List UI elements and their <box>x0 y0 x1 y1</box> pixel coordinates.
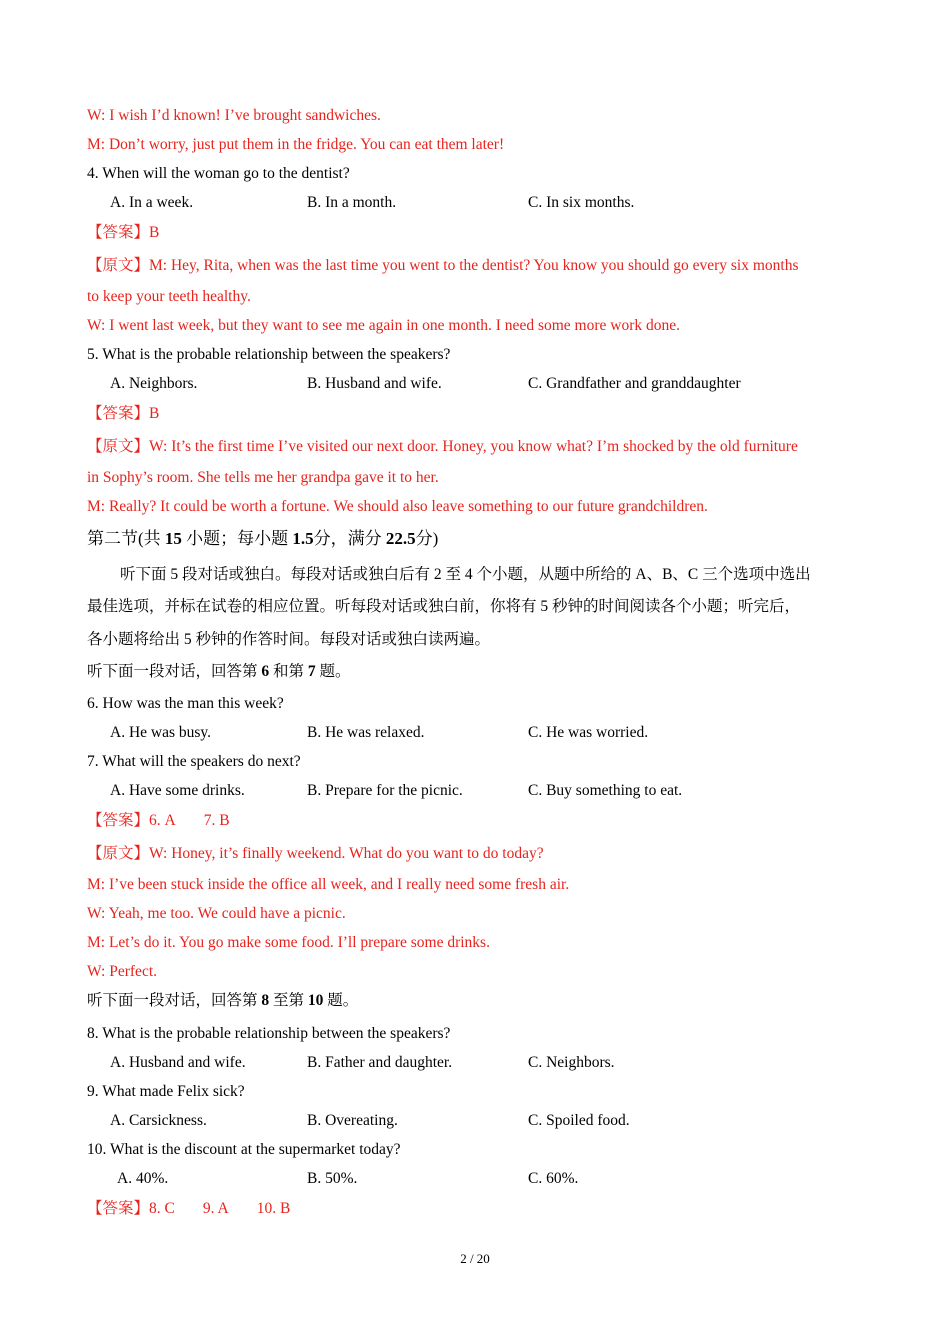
transcript-line: 【原文】W: It’s the first time I’ve visited our next door. Honey, you know what? I’m shocked by the old furniture <box>87 438 798 455</box>
dialogue-line: M: Don’t worry, just put them in the fridge. You can eat them later! <box>87 136 505 153</box>
option-c: C. He was worried. <box>528 724 649 741</box>
option-b: B. Father and daughter. <box>307 1054 453 1071</box>
question-4: 4. When will the woman go to the dentist? <box>87 165 350 182</box>
transcript-line: M: Let’s do it. You go make some food. I’ll prepare some drinks. <box>87 934 490 951</box>
transcript-line: to keep your teeth healthy. <box>87 288 251 305</box>
answer-4: 【答案】B <box>87 224 160 241</box>
option-b: B. Prepare for the picnic. <box>307 782 463 799</box>
option-b: B. Husband and wife. <box>307 375 442 392</box>
option-a: A. Have some drinks. <box>110 782 245 799</box>
option-c: C. Buy something to eat. <box>528 782 683 799</box>
passage-intro: 听下面一段对话，回答第 6 和第 7 题。 <box>87 663 351 680</box>
option-a: A. Husband and wife. <box>110 1054 246 1071</box>
option-a: A. Neighbors. <box>110 375 198 392</box>
question-9: 9. What made Felix sick? <box>87 1083 245 1100</box>
transcript-line: in Sophy’s room. She tells me her grandpa gave it to her. <box>87 469 439 486</box>
option-b: B. In a month. <box>307 194 397 211</box>
option-a: A. In a week. <box>110 194 194 211</box>
transcript-line: W: Perfect. <box>87 963 157 980</box>
answer-5: 【答案】B <box>87 405 160 422</box>
instructions-line: 听下面 5 段对话或独白。每段对话或独白后有 2 至 4 个小题，从题中所给的 A、B、C 三个选项中选出 <box>120 566 811 583</box>
transcript-line: W: Yeah, me too. We could have a picnic. <box>87 905 346 922</box>
option-c: C. Neighbors. <box>528 1054 615 1071</box>
option-c: C. Spoiled food. <box>528 1112 630 1129</box>
answer-6-7: 【答案】6. A 7. B <box>87 812 230 829</box>
question-8: 8. What is the probable relationship between the speakers? <box>87 1025 451 1042</box>
transcript-line: M: I’ve been stuck inside the office all week, and I really need some fresh air. <box>87 876 570 893</box>
passage-intro: 听下面一段对话，回答第 8 至第 10 题。 <box>87 992 359 1009</box>
question-6: 6. How was the man this week? <box>87 695 284 712</box>
transcript-line: M: Really? It could be worth a fortune. We should also leave something to our future grandchildren. <box>87 498 708 515</box>
question-7: 7. What will the speakers do next? <box>87 753 301 770</box>
option-b: B. He was relaxed. <box>307 724 425 741</box>
option-a: A. He was busy. <box>110 724 212 741</box>
option-b: B. Overeating. <box>307 1112 398 1129</box>
transcript-line: 【原文】W: Honey, it’s finally weekend. What do you want to do today? <box>87 845 544 862</box>
section-heading: 第二节(共 15 小题；每小题 1.5分，满分 22.5分) <box>87 529 439 548</box>
option-b: B. 50%. <box>307 1170 358 1187</box>
instructions-line: 最佳选项，并标在试卷的相应位置。听每段对话或独白前，你将有 5 秒钟的时间阅读各个小题；听完后， <box>87 598 801 615</box>
transcript-line: W: I went last week, but they want to see me again in one month. I need some more work done. <box>87 317 680 334</box>
option-a: A. Carsickness. <box>110 1112 207 1129</box>
answer-8-10: 【答案】8. C 9. A 10. B <box>87 1200 291 1217</box>
question-10: 10. What is the discount at the supermarket today? <box>87 1141 401 1158</box>
option-c: C. 60%. <box>528 1170 579 1187</box>
question-5: 5. What is the probable relationship between the speakers? <box>87 346 451 363</box>
option-c: C. In six months. <box>528 194 635 211</box>
transcript-line: 【原文】M: Hey, Rita, when was the last time you went to the dentist? You know you should go every six months <box>87 257 799 274</box>
instructions-line: 各小题将给出 5 秒钟的作答时间。每段对话或独白读两遍。 <box>87 631 491 648</box>
option-c: C. Grandfather and granddaughter <box>528 375 741 392</box>
option-a: A. 40%. <box>117 1170 169 1187</box>
dialogue-line: W: I wish I’d known! I’ve brought sandwiches. <box>87 107 381 124</box>
page-number: 2 / 20 <box>460 1251 490 1266</box>
